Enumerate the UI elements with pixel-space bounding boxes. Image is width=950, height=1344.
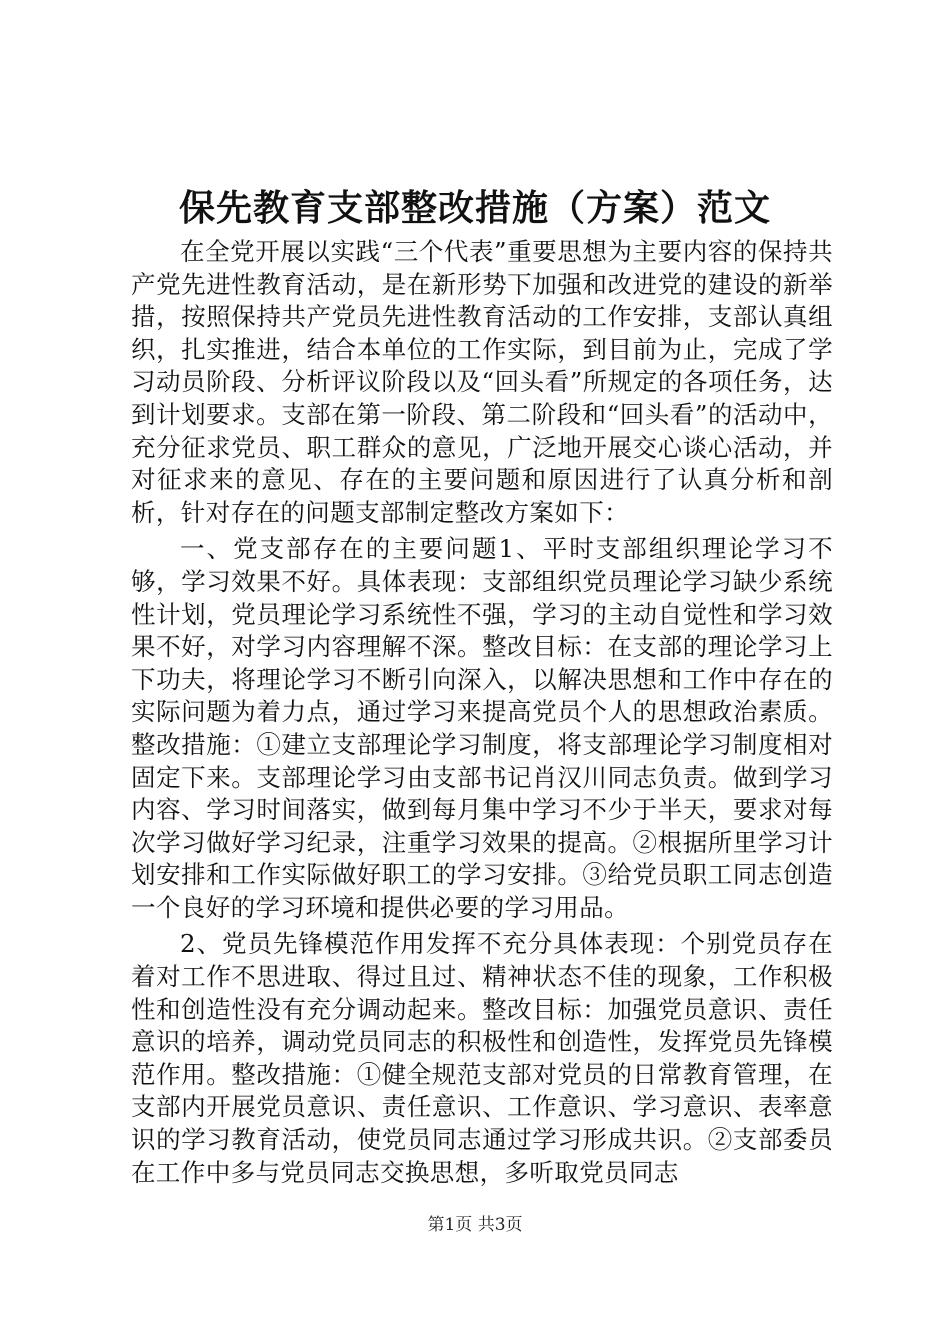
paragraph-problem-1: 一、党支部存在的主要问题1、平时支部组织理论学习不够，学习效果不好。具体表现：支部组织党员理论学习缺少系统性计划，党员理论学习系统性不强，学习的主动自觉性和学习效果不好，对学习内容理解不深。整改目标：在支部的理论学习上下功夫，将理论学习不断引向深入，以解决思想和工作中存在的实际问题为着力点，通过学习来提高党员个人的思想政治素质。整改措施：①建立支部理论学习制度，将支部理论学习制度相对固定下来。支部理论学习由支部书记肖汉川同志负责。做到学习内容、学习时间落实，做到每月集中学习不少于半天，要求对每次学习做好学习纪录，注重学习效果的提高。②根据所里学习计划安排和工作实际做好职工的学习安排。③给党员职工同志创造一个良好的学习环境和提供必要的学习用品。: [131, 534, 833, 922]
document-body: [131, 236, 833, 1189]
paragraph-problem-2: 2、党员先锋模范作用发挥不充分具体表现：个别党员存在着对工作不思进取、得过且过、精神状态不佳的现象，工作积极性和创造性没有充分调动起来。整改目标：加强党员意识、责任意识的培养，调动党员同志的积极性和创造性，发挥党员先锋模范作用。整改措施：①健全规范支部对党员的日常教育管理，在支部内开展党员意识、责任意识、工作意识、学习意识、表率意识的学习教育活动，使党员同志通过学习形成共识。②支部委员在工作中多与党员同志交换思想，多听取党员同志: [131, 929, 833, 1187]
document-title: 保先教育支部整改措施（方案）范文: [178, 187, 771, 229]
paragraph-intro: 在全党开展以实践“三个代表”重要思想为主要内容的保持共产党先进性教育活动，是在新形势下加强和改进党的建设的新举措，按照保持共产党员先进性教育活动的工作安排，支部认真组织，扎实推进，结合本单位的工作实际，到目前为止，完成了学习动员阶段、分析评议阶段以及“回头看”所规定的各项任务，达到计划要求。支部在第一阶段、第二阶段和“回头看”的活动中，充分征求党员、职工群众的意见，广泛地开展交心谈心活动，并对征求来的意见、存在的主要问题和原因进行了认真分析和剖析，针对存在的问题支部制定整改方案如下：: [131, 237, 833, 527]
page-footer: 第1页 共3页: [427, 1215, 523, 1235]
